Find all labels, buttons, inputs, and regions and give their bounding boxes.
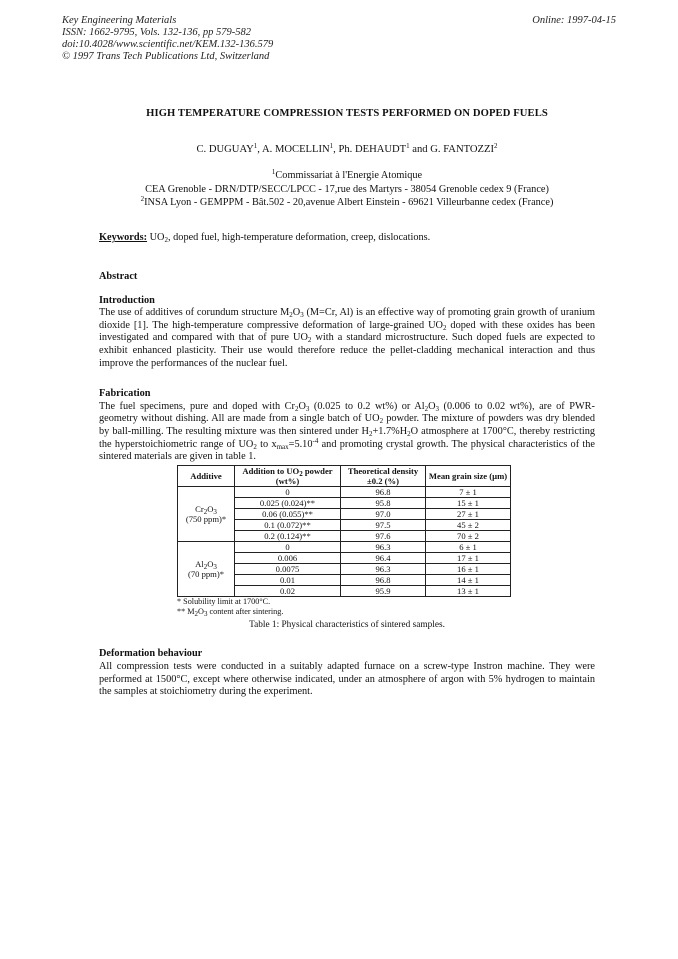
- grain-cell: 7 ± 1: [426, 486, 511, 497]
- header-addition: Addition to $UO_2$ powder (wt%): [235, 465, 341, 486]
- grain-cell: 6 ± 1: [426, 541, 511, 552]
- additive-cell-al2o3: $Al_2O_3$ (70 ppm)*: [178, 541, 235, 596]
- addition-cell: 0: [235, 486, 341, 497]
- grain-cell: 45 ± 2: [426, 519, 511, 530]
- addition-cell: 0.2 (0.124)**: [235, 530, 341, 541]
- grain-cell: 27 ± 1: [426, 508, 511, 519]
- density-cell: 95.9: [341, 585, 426, 596]
- affiliation-1-address: CEA Grenoble - DRN/DTP/SECC/LPCC - 17,rue des Martyrs - 38054 Grenoble cedex 9 (France): [145, 183, 549, 195]
- table-note-content: ** $M_2O_3$ content after sintering.: [177, 607, 284, 619]
- journal-name: Key Engineering Materials: [62, 15, 177, 26]
- density-cell: 96.8: [341, 574, 426, 585]
- fabrication-heading: Fabrication: [99, 388, 151, 400]
- issn-line: ISSN: 1662-9795, Vols. 132-136, pp 579-582: [62, 27, 251, 38]
- table-row: [178, 486, 511, 497]
- addition-cell: 0: [235, 541, 341, 552]
- header-density: Theoretical density ±0.2 (%): [341, 465, 426, 486]
- deformation-heading: Deformation behaviour: [99, 648, 203, 660]
- density-cell: 95.8: [341, 497, 426, 508]
- addition-cell: 0.02: [235, 585, 341, 596]
- grain-cell: 17 ± 1: [426, 552, 511, 563]
- additive-cell-cr2o3: $Cr_2O_3$ (750 ppm)*: [178, 486, 235, 541]
- density-cell: 96.8: [341, 486, 426, 497]
- physical-characteristics-table: [177, 465, 511, 597]
- grain-cell: 13 ± 1: [426, 585, 511, 596]
- affiliations: [99, 169, 595, 209]
- grain-cell: 14 ± 1: [426, 574, 511, 585]
- addition-cell: 0.1 (0.072)**: [235, 519, 341, 530]
- addition-cell: 0.01: [235, 574, 341, 585]
- paper-title: HIGH TEMPERATURE COMPRESSION TESTS PERFORMED ON DOPED FUELS: [146, 108, 548, 119]
- table-caption: Table 1: Physical characteristics of sintered samples.: [249, 619, 445, 630]
- header-additive: Additive: [178, 465, 235, 486]
- paper-body: [99, 108, 595, 699]
- introduction-heading: Introduction: [99, 294, 155, 306]
- online-date: Online: 1997-04-15: [532, 15, 616, 26]
- density-cell: 97.6: [341, 530, 426, 541]
- addition-cell: 0.0075: [235, 563, 341, 574]
- table-row: [178, 541, 511, 552]
- table-header-row: [178, 465, 511, 486]
- addition-cell: 0.06 (0.055)**: [235, 508, 341, 519]
- grain-cell: 70 ± 2: [426, 530, 511, 541]
- density-cell: 96.4: [341, 552, 426, 563]
- grain-cell: 16 ± 1: [426, 563, 511, 574]
- density-cell: 96.3: [341, 563, 426, 574]
- affiliation-1-name: $^1$Commissariat à l'Energie Atomique: [271, 168, 423, 182]
- journal-header: [62, 15, 273, 63]
- doi-line: doi:10.4028/www.scientific.net/KEM.132-136.579: [62, 39, 274, 50]
- fabrication-text: The fuel specimens, pure and doped with $Cr_2O_3$ (0.025 to 0.2 wt%) or $Al_2O_3$ (0.006 to 0.02 wt%), are of PWR-geometry without dishing. All are made from a single batch of $UO_2$ powder. The mixture of powders was dry blended by ball-milling. The resulting mixture was then sintered under $H_2+1.7\%H_2O$ atmosphere at 1700°C, thereby restricting the hyperstoichiometric range of $UO_2$ to $x_{max}=5.10^{-4}$ and promoting crystal growth. The physical characteristics of the sintered materials are given in table 1.: [99, 400, 595, 463]
- addition-cell: 0.025 (0.024)**: [235, 497, 341, 508]
- affiliation-2: $^2$INSA Lyon - GEMPPM - Bât.502 - 20,avenue Albert Einstein - 69621 Villeurbanne cedex (France): [140, 195, 554, 208]
- keywords: Keywords: $UO_2$, doped fuel, high-temperature deformation, creep, dislocations.: [99, 232, 431, 245]
- introduction-text: The use of additives of corundum structure $M_2O_3$ (M=Cr, Al) is an effective way of promoting grain growth of uranium dioxide [1]. The high-temperature compressive deformation of large-grained $UO_2$ doped with these oxides has been investigated and compared with that of pure $UO_2$ with a standard microstructure. Such doped fuels are expected to exhibit enhanced plasticity. Their use would therefore reduce the pellet-cladding mechanical interaction and thus improve the performances of the nuclear fuel.: [99, 307, 595, 369]
- table-note-solubility: * Solubility limit at 1700°C.: [177, 596, 271, 606]
- copyright-line: © 1997 Trans Tech Publications Ltd, Switzerland: [62, 51, 270, 62]
- addition-cell: 0.006: [235, 552, 341, 563]
- deformation-text: All compression tests were conducted in a suitably adapted furnace on a screw-type Instron machine. They were performed at 1500°C, except where otherwise indicated, under an atmosphere of argon with 5% hydrogen to maintain the samples at stoichiometry during the experiment.: [99, 660, 595, 698]
- header-grain-size: Mean grain size (µm): [426, 465, 511, 486]
- abstract-heading: Abstract: [99, 271, 138, 282]
- density-cell: 97.5: [341, 519, 426, 530]
- keywords-label: Keywords:: [99, 232, 148, 244]
- grain-cell: 15 ± 1: [426, 497, 511, 508]
- density-cell: 96.3: [341, 541, 426, 552]
- density-cell: 97.0: [341, 508, 426, 519]
- author-list: C. DUGUAY$^1$, A. MOCELLIN$^1$, Ph. DEHAUDT$^1$ and G. FANTOZZI$^2$: [196, 141, 498, 155]
